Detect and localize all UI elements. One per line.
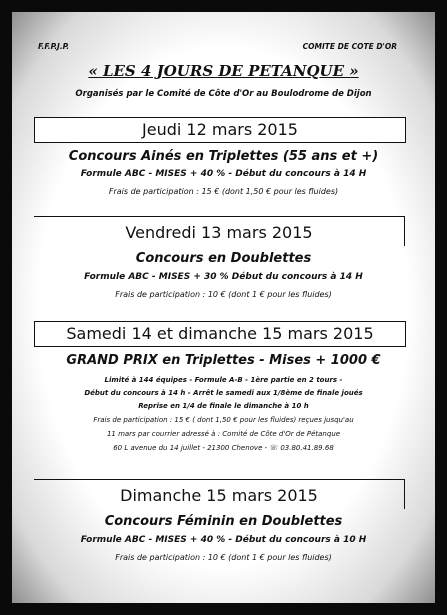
day3-line6: 60 L avenue du 14 juillet - 21300 Chenove - ☏ 03.80.41.89.68 (113, 444, 334, 452)
day3-event: GRAND PRIX en Triplettes - Mises + 1000 € (66, 353, 381, 368)
day1-formule: Formule ABC - MISES + 40 % - Début du concours à 14 H (80, 169, 367, 179)
federation-label: F.F.P.J.P. (38, 42, 70, 51)
day3-line4: Frais de participation : 15 € ( dont 1,50 € pour les fluides) reçues jusqu'au (93, 416, 354, 424)
day1-frais: Frais de participation : 15 € (dont 1,50 € pour les fluides) (108, 187, 339, 196)
day4-rule-right (404, 479, 405, 509)
day2-rule-right (404, 216, 405, 246)
day3-line5: 11 mars par courrier adressé à : Comité de Côte d'Or de Pétanque (106, 430, 341, 438)
day4-rule (34, 479, 404, 480)
page-title: « LES 4 JOURS DE PETANQUE » (88, 62, 359, 80)
day4-formule: Formule ABC - MISES + 40 % - Début du concours à 10 H (80, 535, 367, 545)
flyer-page (12, 12, 435, 603)
day3-line1: Limité à 144 équipes - Formule A-B - 1ère partie en 2 tours - (104, 376, 343, 384)
day1-date: Jeudi 12 mars 2015 (34, 117, 406, 143)
day4-date: Dimanche 15 mars 2015 (120, 486, 318, 505)
day2-date: Vendredi 13 mars 2015 (125, 223, 313, 242)
day2-rule (34, 216, 404, 217)
day3-line2: Début du concours à 14 h - Arrêt le samedi aux 1/8ème de finale joués (84, 389, 363, 397)
day1-event: Concours Ainés en Triplettes (55 ans et +) (68, 149, 379, 164)
day2-frais: Frais de participation : 10 € (dont 1 € pour les fluides) (115, 290, 332, 299)
subtitle: Organisés par le Comité de Côte d'Or au Boulodrome de Dijon (75, 89, 372, 99)
day2-event: Concours en Doublettes (135, 251, 312, 266)
day4-event: Concours Féminin en Doublettes (104, 514, 343, 529)
day3-line3: Reprise en 1/4 de finale le dimanche à 10 h (138, 402, 309, 410)
day2-formule: Formule ABC - MISES + 30 % Début du concours à 14 H (84, 272, 363, 282)
day3-date: Samedi 14 et dimanche 15 mars 2015 (34, 321, 406, 347)
committee-label: COMITE DE COTE D'OR (302, 42, 397, 51)
day4-frais: Frais de participation : 10 € (dont 1 € pour les fluides) (115, 553, 332, 562)
